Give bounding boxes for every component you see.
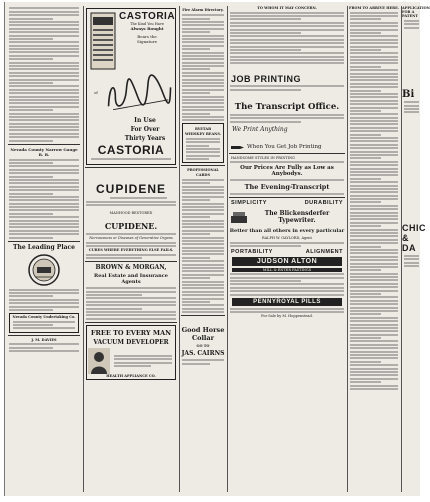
cupidene-cures: CURES WHERE EVERYTHING ELSE FAILS.	[88, 248, 174, 253]
to-whom-heading: TO WHOM IT MAY CONCERN.	[257, 6, 317, 10]
column-6-fragment-3: & DA	[402, 233, 416, 254]
pointing-hand-icon	[231, 144, 245, 151]
manhood-restored: MANHOOD RESTORED	[109, 211, 153, 216]
our-prices: Our Prices Are Fully as Low as Anybodys.	[240, 165, 334, 178]
horse-collar-heading: Good Horse Collar	[181, 326, 225, 343]
castoria-of: of	[94, 90, 98, 95]
portability-label: PORTABILITY	[231, 248, 273, 255]
column-6-heading: APPLICATION FOR A PATENT	[402, 6, 430, 19]
column-6-edge	[401, 6, 430, 492]
column-2	[83, 6, 178, 492]
cupidene-nervousness: Nervousness or Diseases of Generative Organs	[89, 235, 173, 240]
column-3	[179, 6, 226, 492]
alignment-label: ALIGNMENT	[305, 248, 343, 255]
leading-place-heading: The Leading Place	[13, 243, 75, 251]
vacuum-company: HEALTH APPLIANCE CO.	[106, 373, 156, 378]
castoria-ad	[86, 8, 176, 165]
column-6-fragment-1: Bi	[402, 88, 415, 100]
castoria-title-bottom: CASTORIA	[97, 143, 165, 157]
column-5	[347, 6, 400, 492]
jas-cairns: JAS. CAIRNS	[181, 350, 225, 358]
undertaking-ad	[9, 313, 79, 333]
when-you-get-job-printing: When You Get Job Printing	[247, 144, 322, 151]
judson-sub-banner: MILL & ENTER FASTINGS	[232, 268, 342, 272]
brown-morgan-business: Real Estate and Insurance Agents	[94, 273, 168, 286]
leading-place-text	[7, 289, 81, 311]
newspaper-page	[4, 2, 430, 496]
we-print-anything: We Print Anything	[232, 125, 288, 133]
job-printing-heading: JOB PRINTING	[231, 73, 302, 84]
cupidene-text	[84, 197, 178, 206]
castoria-in-use: In Use	[134, 117, 156, 124]
castoria-tagline-1: The Kind You Have	[130, 22, 164, 26]
castoria-bears: Bears the	[137, 34, 157, 40]
fire-alarm-heading: Fire Alarm Directory.	[182, 8, 224, 12]
professional-cards-heading: PROFESSIONAL CARDS	[187, 168, 219, 177]
typewriter-image	[230, 210, 248, 224]
horse-collar-go-to: GO TO	[196, 344, 210, 349]
undertaking-ad-title: Nevada County Undertaking Co.	[12, 314, 76, 319]
castoria-title-top: CASTORIA	[119, 11, 176, 22]
column-6-fragment-2: CHIC	[402, 223, 426, 234]
castoria-signature-of: Signature	[137, 39, 158, 45]
evening-transcript: The Evening-Transcript	[244, 183, 330, 192]
fire-alarm-list	[180, 14, 226, 121]
column-5-text	[348, 12, 400, 390]
column-5-heading: FROM TO ARRIVE HERE.	[349, 6, 399, 10]
vacuum-portrait-image	[88, 348, 110, 374]
transcript-office: The Transcript Office.	[234, 102, 340, 113]
column-1	[7, 6, 81, 492]
brown-morgan-name: BROWN & MORGAN,	[95, 264, 167, 272]
railroad-heading: Nevada County Narrow Gauge R. R.	[10, 146, 78, 157]
railroad-timetable	[7, 159, 81, 239]
simplicity-label: SIMPLICITY	[231, 200, 267, 207]
pills-for-sale: For Sale by M. Hoppenstead.	[261, 314, 313, 319]
professional-cards-list	[180, 179, 226, 313]
whiskey-beans-title: RYETAB WHISKEY BEANS.	[185, 127, 221, 136]
cupidene-heading: CUPIDENE	[95, 181, 166, 196]
pennyroyal-pills-banner: PENNYROYAL PILLS	[232, 298, 342, 306]
judson-alton-banner: JUDSON ALTON	[232, 257, 342, 266]
better-than-all: Better than all others in every particular	[229, 228, 345, 235]
castoria-bottle-image	[89, 11, 117, 71]
ralph-gaylord: RALPH W. GAYLORD, Agent	[262, 236, 312, 241]
blickensderfer-typewriter: The Blickensderfer Typewriter.	[264, 210, 330, 225]
handsome-styles: HANDSOME STYLES IN PRINTING	[231, 155, 295, 160]
davies-text	[7, 343, 81, 352]
vacuum-line-2: VACUUM DEVELOPER	[93, 338, 169, 346]
castoria-signature	[101, 69, 176, 116]
castoria-thirty-years: Thirty Years	[124, 135, 166, 142]
castoria-tagline-2: Always Bought	[130, 26, 164, 32]
davies-name: J. M. DAVIES	[31, 337, 57, 342]
brown-morgan-text	[84, 287, 178, 320]
vacuum-developer-ad	[86, 325, 176, 380]
cupidene-title-2: CUPIDENE.	[104, 220, 158, 231]
durability-label: DURABILITY	[304, 200, 343, 207]
vacuum-line-1: FREE TO EVERY MAN	[90, 328, 172, 337]
whiskey-beans-ad	[182, 123, 224, 163]
castoria-for-over: For Over	[130, 126, 160, 133]
column-4	[227, 6, 346, 492]
leading-place-emblem	[7, 253, 81, 287]
to-whom-text	[228, 12, 346, 65]
column-1-text-top	[7, 7, 81, 141]
job-printing-text	[228, 85, 346, 90]
